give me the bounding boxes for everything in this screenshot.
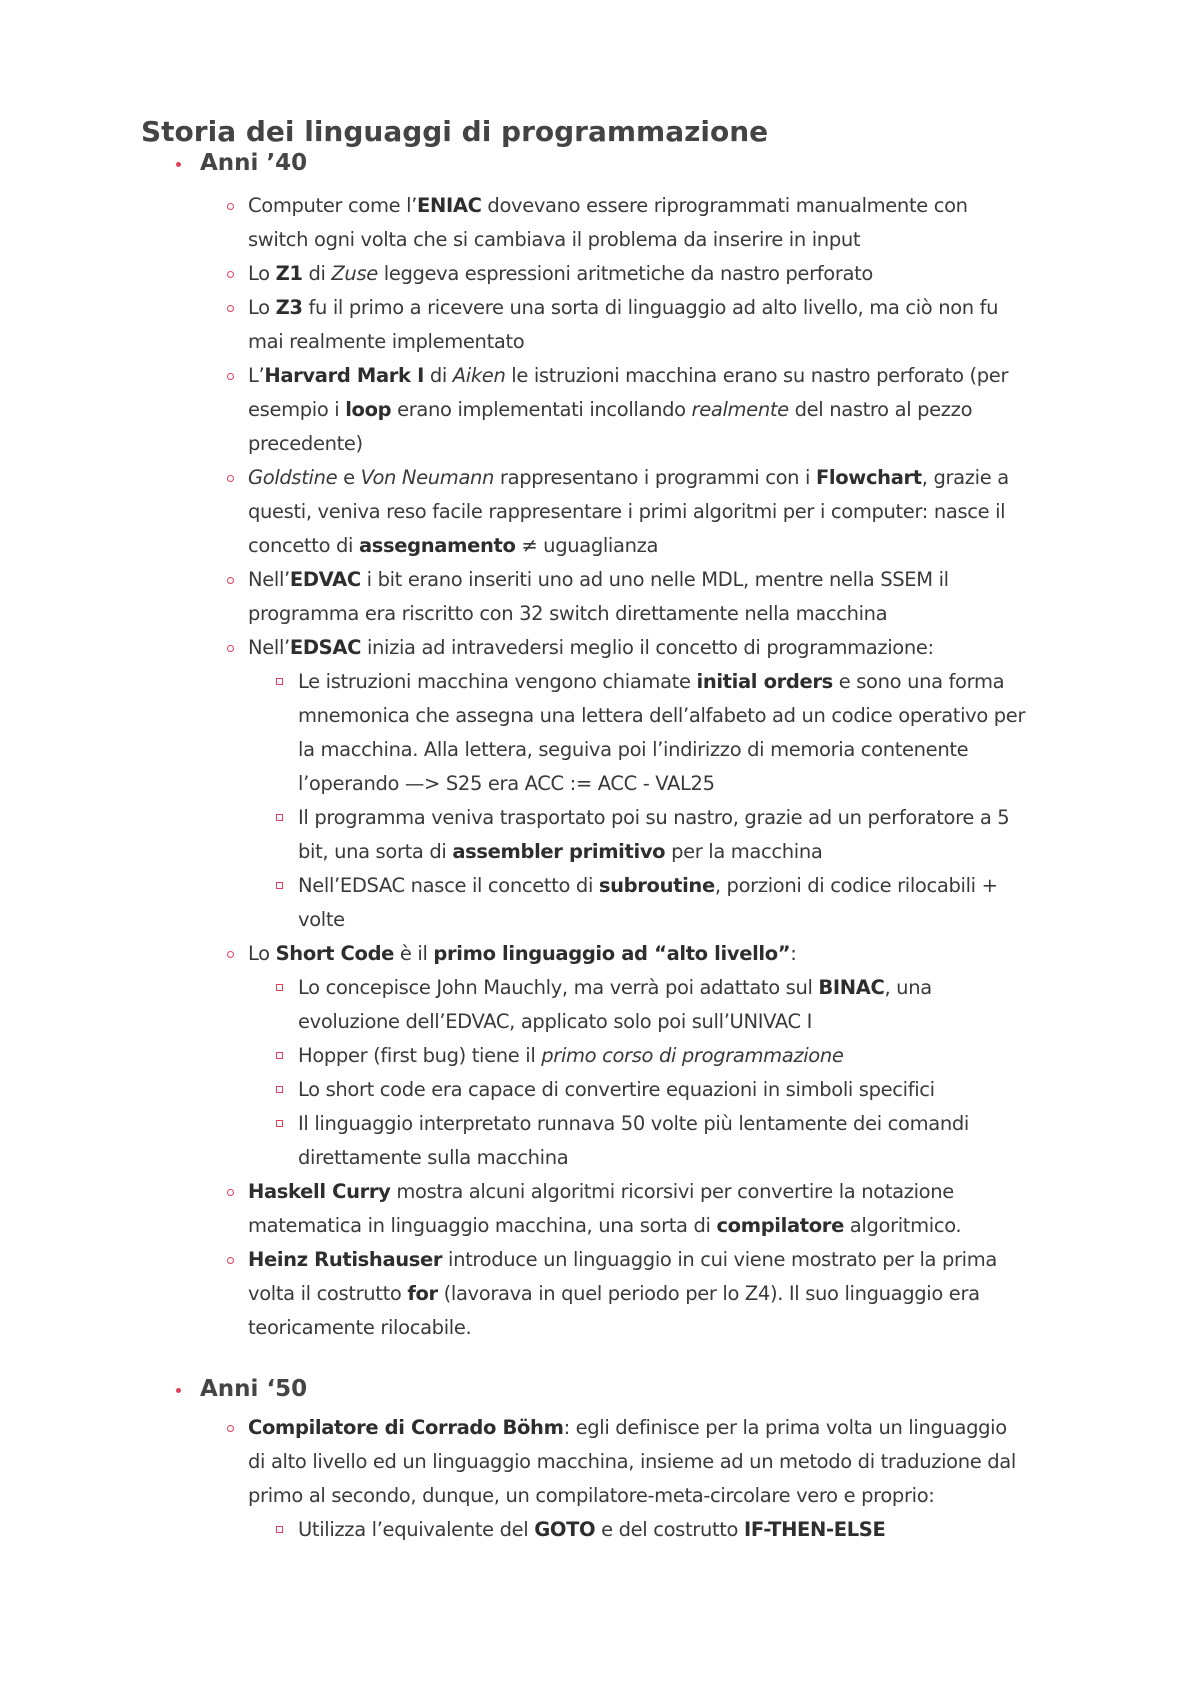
list-item: Goldstine e Von Neumann rappresentano i programmi con i Flowchart, grazie a questi, veniva reso facile rappresentare i primi algoritmi per i computer: nasce il concetto di assegnamento ≠ uguaglianza [248, 461, 1028, 563]
list-item: Lo Z1 di Zuse leggeva espressioni aritmetiche da nastro perforato [248, 257, 1028, 291]
sub-list-item: Utilizza l’equivalente del GOTO e del costrutto IF-THEN-ELSE [298, 1513, 1030, 1547]
list-item: Lo Short Code è il primo linguaggio ad “alto livello”: Lo concepisce John Mauchly, ma verrà poi adattato sul BINAC, una evoluzione dell’EDVAC, applicato solo poi sull’UNIVAC I Hopper (first bug) tiene il primo corso di programmazione Lo short code era capace di convertire equazioni in simboli specifici Il linguaggio interpretato runnava 50 volte più lentamente dei comandi direttamente sulla macchina [248, 937, 1028, 1175]
list-item: Haskell Curry mostra alcuni algoritmi ricorsivi per convertire la notazione matematica in linguaggio macchina, una sorta di compilatore algoritmico. [248, 1175, 1028, 1243]
sub-list-item: Il linguaggio interpretato runnava 50 volte più lentamente dei comandi direttamente sulla macchina [298, 1107, 1030, 1175]
list-item: Computer come l’ENIAC dovevano essere riprogrammati manualmente con switch ogni volta che si cambiava il problema da inserire in input [248, 189, 1028, 257]
list-item: L’Harvard Mark I di Aiken le istruzioni macchina erano su nastro perforato (per esempio i loop erano implementati incollando realmente del nastro al pezzo precedente) [248, 359, 1028, 461]
sub-list [298, 1513, 1030, 1547]
list-item: Nell’EDSAC inizia ad intravedersi meglio il concetto di programmazione: Le istruzioni macchina vengono chiamate initial orders e sono una forma mnemonica che assegna una lettera dell’alfabeto ad un codice operativo per la macchina. Alla lettera, seguiva poi l’indirizzo di memoria contenente l’operando —> S25 era ACC := ACC - VAL25 Il programma veniva trasportato poi su nastro, grazie ad un perforatore a 5 bit, una sorta di assembler primitivo per la macchina Nell’EDSAC nasce il concetto di subroutine, porzioni di codice rilocabili + volte [248, 631, 1028, 937]
list-item: Compilatore di Corrado Böhm: egli definisce per la prima volta un linguaggio di alto livello ed un linguaggio macchina, insieme ad un metodo di traduzione dal primo al secondo, dunque, un compilatore-meta-circolare vero e proprio: Utilizza l’equivalente del GOTO e del costrutto IF-THEN-ELSE [248, 1411, 1028, 1547]
bullet-dot-icon [176, 162, 181, 167]
list-item: Nell’EDVAC i bit erano inseriti uno ad uno nelle MDL, mentre nella SSEM il programma era riscritto con 32 switch direttamente nella macchina [248, 563, 1028, 631]
page-title: Storia dei linguaggi di programmazione [141, 115, 769, 148]
section-heading: Anni ‘50 [200, 1376, 308, 1402]
item-list [248, 1411, 1028, 1547]
sub-list [298, 971, 1030, 1175]
item-list [248, 189, 1028, 1345]
section-heading: Anni ’40 [200, 150, 308, 176]
sub-list-item: Le istruzioni macchina vengono chiamate initial orders e sono una forma mnemonica che assegna una lettera dell’alfabeto ad un codice operativo per la macchina. Alla lettera, seguiva poi l’indirizzo di memoria contenente l’operando —> S25 era ACC := ACC - VAL25 [298, 665, 1030, 801]
sub-list-item: Lo short code era capace di convertire equazioni in simboli specifici [298, 1073, 1030, 1107]
list-item: Lo Z3 fu il primo a ricevere una sorta di linguaggio ad alto livello, ma ciò non fu mai realmente implementato [248, 291, 1028, 359]
sub-list-item: Nell’EDSAC nasce il concetto di subroutine, porzioni di codice rilocabili + volte [298, 869, 1030, 937]
sub-list-item: Lo concepisce John Mauchly, ma verrà poi adattato sul BINAC, una evoluzione dell’EDVAC, applicato solo poi sull’UNIVAC I [298, 971, 1030, 1039]
sub-list-item: Il programma veniva trasportato poi su nastro, grazie ad un perforatore a 5 bit, una sorta di assembler primitivo per la macchina [298, 801, 1030, 869]
bullet-dot-icon [176, 1388, 181, 1393]
sub-list [298, 665, 1030, 937]
sub-list-item: Hopper (first bug) tiene il primo corso di programmazione [298, 1039, 1030, 1073]
list-item: Heinz Rutishauser introduce un linguaggio in cui viene mostrato per la prima volta il costrutto for (lavorava in quel periodo per lo Z4). Il suo linguaggio era teoricamente rilocabile. [248, 1243, 1028, 1345]
